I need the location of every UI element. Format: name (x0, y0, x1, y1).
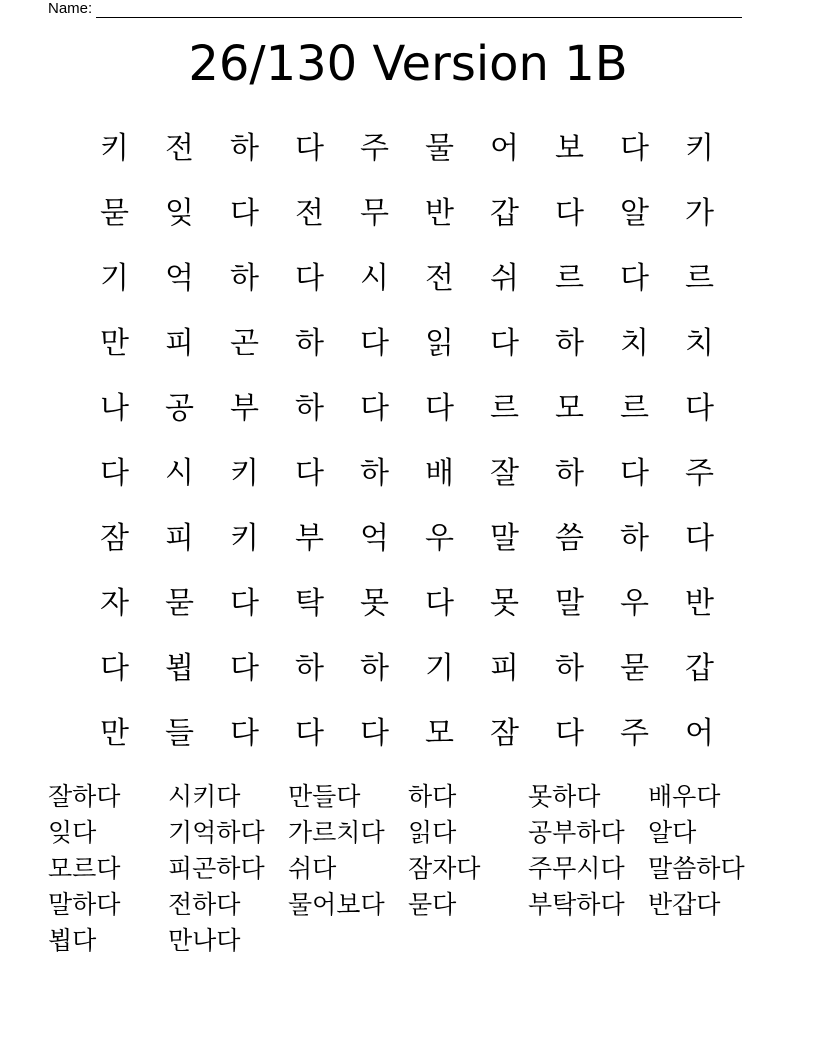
grid-cell: 잘 (490, 455, 519, 491)
grid-cell: 무 (360, 195, 389, 231)
grid-cell: 우 (425, 520, 454, 556)
grid-cell: 르 (490, 390, 519, 426)
word-list-item: 물어보다 (288, 890, 385, 919)
grid-cell: 기 (100, 260, 129, 296)
name-underline (96, 3, 742, 18)
grid-cell: 묻 (100, 195, 129, 231)
grid-cell: 피 (165, 520, 194, 556)
grid-cell: 묻 (620, 650, 649, 686)
grid-cell: 읽 (425, 325, 454, 361)
grid-cell: 갑 (685, 650, 714, 686)
word-list-item: 하다 (408, 782, 457, 811)
word-search-grid (82, 112, 732, 762)
grid-cell: 부 (295, 520, 324, 556)
grid-cell: 다 (620, 130, 649, 166)
grid-cell: 물 (425, 130, 454, 166)
grid-cell: 어 (685, 715, 714, 751)
grid-cell: 피 (165, 325, 194, 361)
grid-cell: 잠 (490, 715, 519, 751)
grid-cell: 키 (230, 455, 259, 491)
grid-cell: 모 (425, 715, 454, 751)
grid-cell: 다 (360, 715, 389, 751)
grid-cell: 다 (100, 455, 129, 491)
grid-cell: 반 (425, 195, 454, 231)
grid-cell: 전 (165, 130, 194, 166)
word-list-item: 전하다 (168, 890, 241, 919)
grid-cell: 하 (620, 520, 649, 556)
grid-cell: 하 (230, 260, 259, 296)
word-list-item: 피곤하다 (168, 854, 265, 883)
word-list-item: 가르치다 (288, 818, 385, 847)
grid-cell: 곤 (230, 325, 259, 361)
grid-cell: 시 (360, 260, 389, 296)
grid-cell: 르 (685, 260, 714, 296)
grid-cell: 만 (100, 325, 129, 361)
grid-cell: 모 (555, 390, 584, 426)
grid-cell: 다 (555, 195, 584, 231)
grid-cell: 하 (360, 455, 389, 491)
word-list-item: 시키다 (168, 782, 241, 811)
grid-cell: 보 (555, 130, 584, 166)
page-title: 26/130 Version 1B (188, 36, 628, 92)
word-list-item: 공부하다 (528, 818, 625, 847)
grid-cell: 주 (685, 455, 714, 491)
grid-cell: 반 (685, 585, 714, 621)
grid-cell: 전 (295, 195, 324, 231)
grid-cell: 뵙 (165, 650, 194, 686)
grid-cell: 다 (685, 520, 714, 556)
grid-cell: 르 (555, 260, 584, 296)
grid-cell: 부 (230, 390, 259, 426)
word-list-item: 기억하다 (168, 818, 265, 847)
grid-cell: 잠 (100, 520, 129, 556)
grid-cell: 다 (620, 260, 649, 296)
word-list-item: 배우다 (648, 782, 721, 811)
grid-cell: 하 (555, 650, 584, 686)
grid-cell: 하 (295, 325, 324, 361)
grid-cell: 갑 (490, 195, 519, 231)
grid-cell: 못 (490, 585, 519, 621)
grid-cell: 다 (230, 650, 259, 686)
word-list-item: 말씀하다 (648, 854, 745, 883)
grid-cell: 다 (360, 325, 389, 361)
grid-cell: 키 (100, 130, 129, 166)
grid-cell: 다 (490, 325, 519, 361)
grid-cell: 다 (295, 130, 324, 166)
word-list-item: 주무시다 (528, 854, 625, 883)
grid-cell: 하 (555, 455, 584, 491)
grid-cell: 하 (295, 390, 324, 426)
grid-cell: 가 (685, 195, 714, 231)
grid-cell: 우 (620, 585, 649, 621)
word-list-item: 말하다 (48, 890, 121, 919)
name-label: Name: (48, 0, 93, 17)
grid-cell: 잊 (165, 195, 194, 231)
grid-cell: 하 (360, 650, 389, 686)
grid-cell: 배 (425, 455, 454, 491)
grid-cell: 시 (165, 455, 194, 491)
word-list-item: 잊다 (48, 818, 97, 847)
grid-cell: 다 (230, 585, 259, 621)
word-list-item: 묻다 (408, 890, 457, 919)
word-list-item: 쉬다 (288, 854, 337, 883)
word-list-item: 잠자다 (408, 854, 481, 883)
grid-cell: 다 (295, 715, 324, 751)
grid-cell: 들 (165, 715, 194, 751)
word-list-item: 못하다 (528, 782, 601, 811)
grid-cell: 주 (620, 715, 649, 751)
word-list-item: 만나다 (168, 926, 241, 955)
grid-cell: 키 (685, 130, 714, 166)
grid-cell: 억 (165, 260, 194, 296)
grid-cell: 다 (230, 715, 259, 751)
grid-cell: 만 (100, 715, 129, 751)
grid-cell: 다 (555, 715, 584, 751)
grid-cell: 공 (165, 390, 194, 426)
grid-cell: 하 (295, 650, 324, 686)
word-list-item: 모르다 (48, 854, 121, 883)
grid-cell: 자 (100, 585, 129, 621)
grid-cell: 다 (685, 390, 714, 426)
grid-cell: 다 (620, 455, 649, 491)
grid-cell: 다 (425, 390, 454, 426)
grid-cell: 알 (620, 195, 649, 231)
grid-cell: 어 (490, 130, 519, 166)
grid-cell: 탁 (295, 585, 324, 621)
grid-cell: 다 (295, 455, 324, 491)
grid-cell: 쉬 (490, 260, 519, 296)
name-field (48, 0, 742, 18)
grid-cell: 말 (490, 520, 519, 556)
grid-cell: 키 (230, 520, 259, 556)
grid-cell: 다 (100, 650, 129, 686)
word-list-item: 뵙다 (48, 926, 97, 955)
grid-cell: 씀 (555, 520, 584, 556)
grid-cell: 하 (230, 130, 259, 166)
word-list-item: 반갑다 (648, 890, 721, 919)
grid-cell: 다 (230, 195, 259, 231)
grid-cell: 다 (295, 260, 324, 296)
grid-cell: 하 (555, 325, 584, 361)
grid-cell: 묻 (165, 585, 194, 621)
grid-cell: 말 (555, 585, 584, 621)
grid-cell: 나 (100, 390, 129, 426)
grid-cell: 못 (360, 585, 389, 621)
word-bank (48, 779, 768, 959)
grid-cell: 다 (360, 390, 389, 426)
grid-cell: 다 (425, 585, 454, 621)
grid-cell: 전 (425, 260, 454, 296)
grid-cell: 치 (685, 325, 714, 361)
grid-cell: 치 (620, 325, 649, 361)
grid-cell: 르 (620, 390, 649, 426)
word-list-item: 읽다 (408, 818, 457, 847)
grid-cell: 억 (360, 520, 389, 556)
grid-cell: 피 (490, 650, 519, 686)
grid-cell: 주 (360, 130, 389, 166)
word-list-item: 잘하다 (48, 782, 121, 811)
grid-cell: 기 (425, 650, 454, 686)
word-list-item: 만들다 (288, 782, 361, 811)
word-list-item: 알다 (648, 818, 697, 847)
word-list-item: 부탁하다 (528, 890, 625, 919)
